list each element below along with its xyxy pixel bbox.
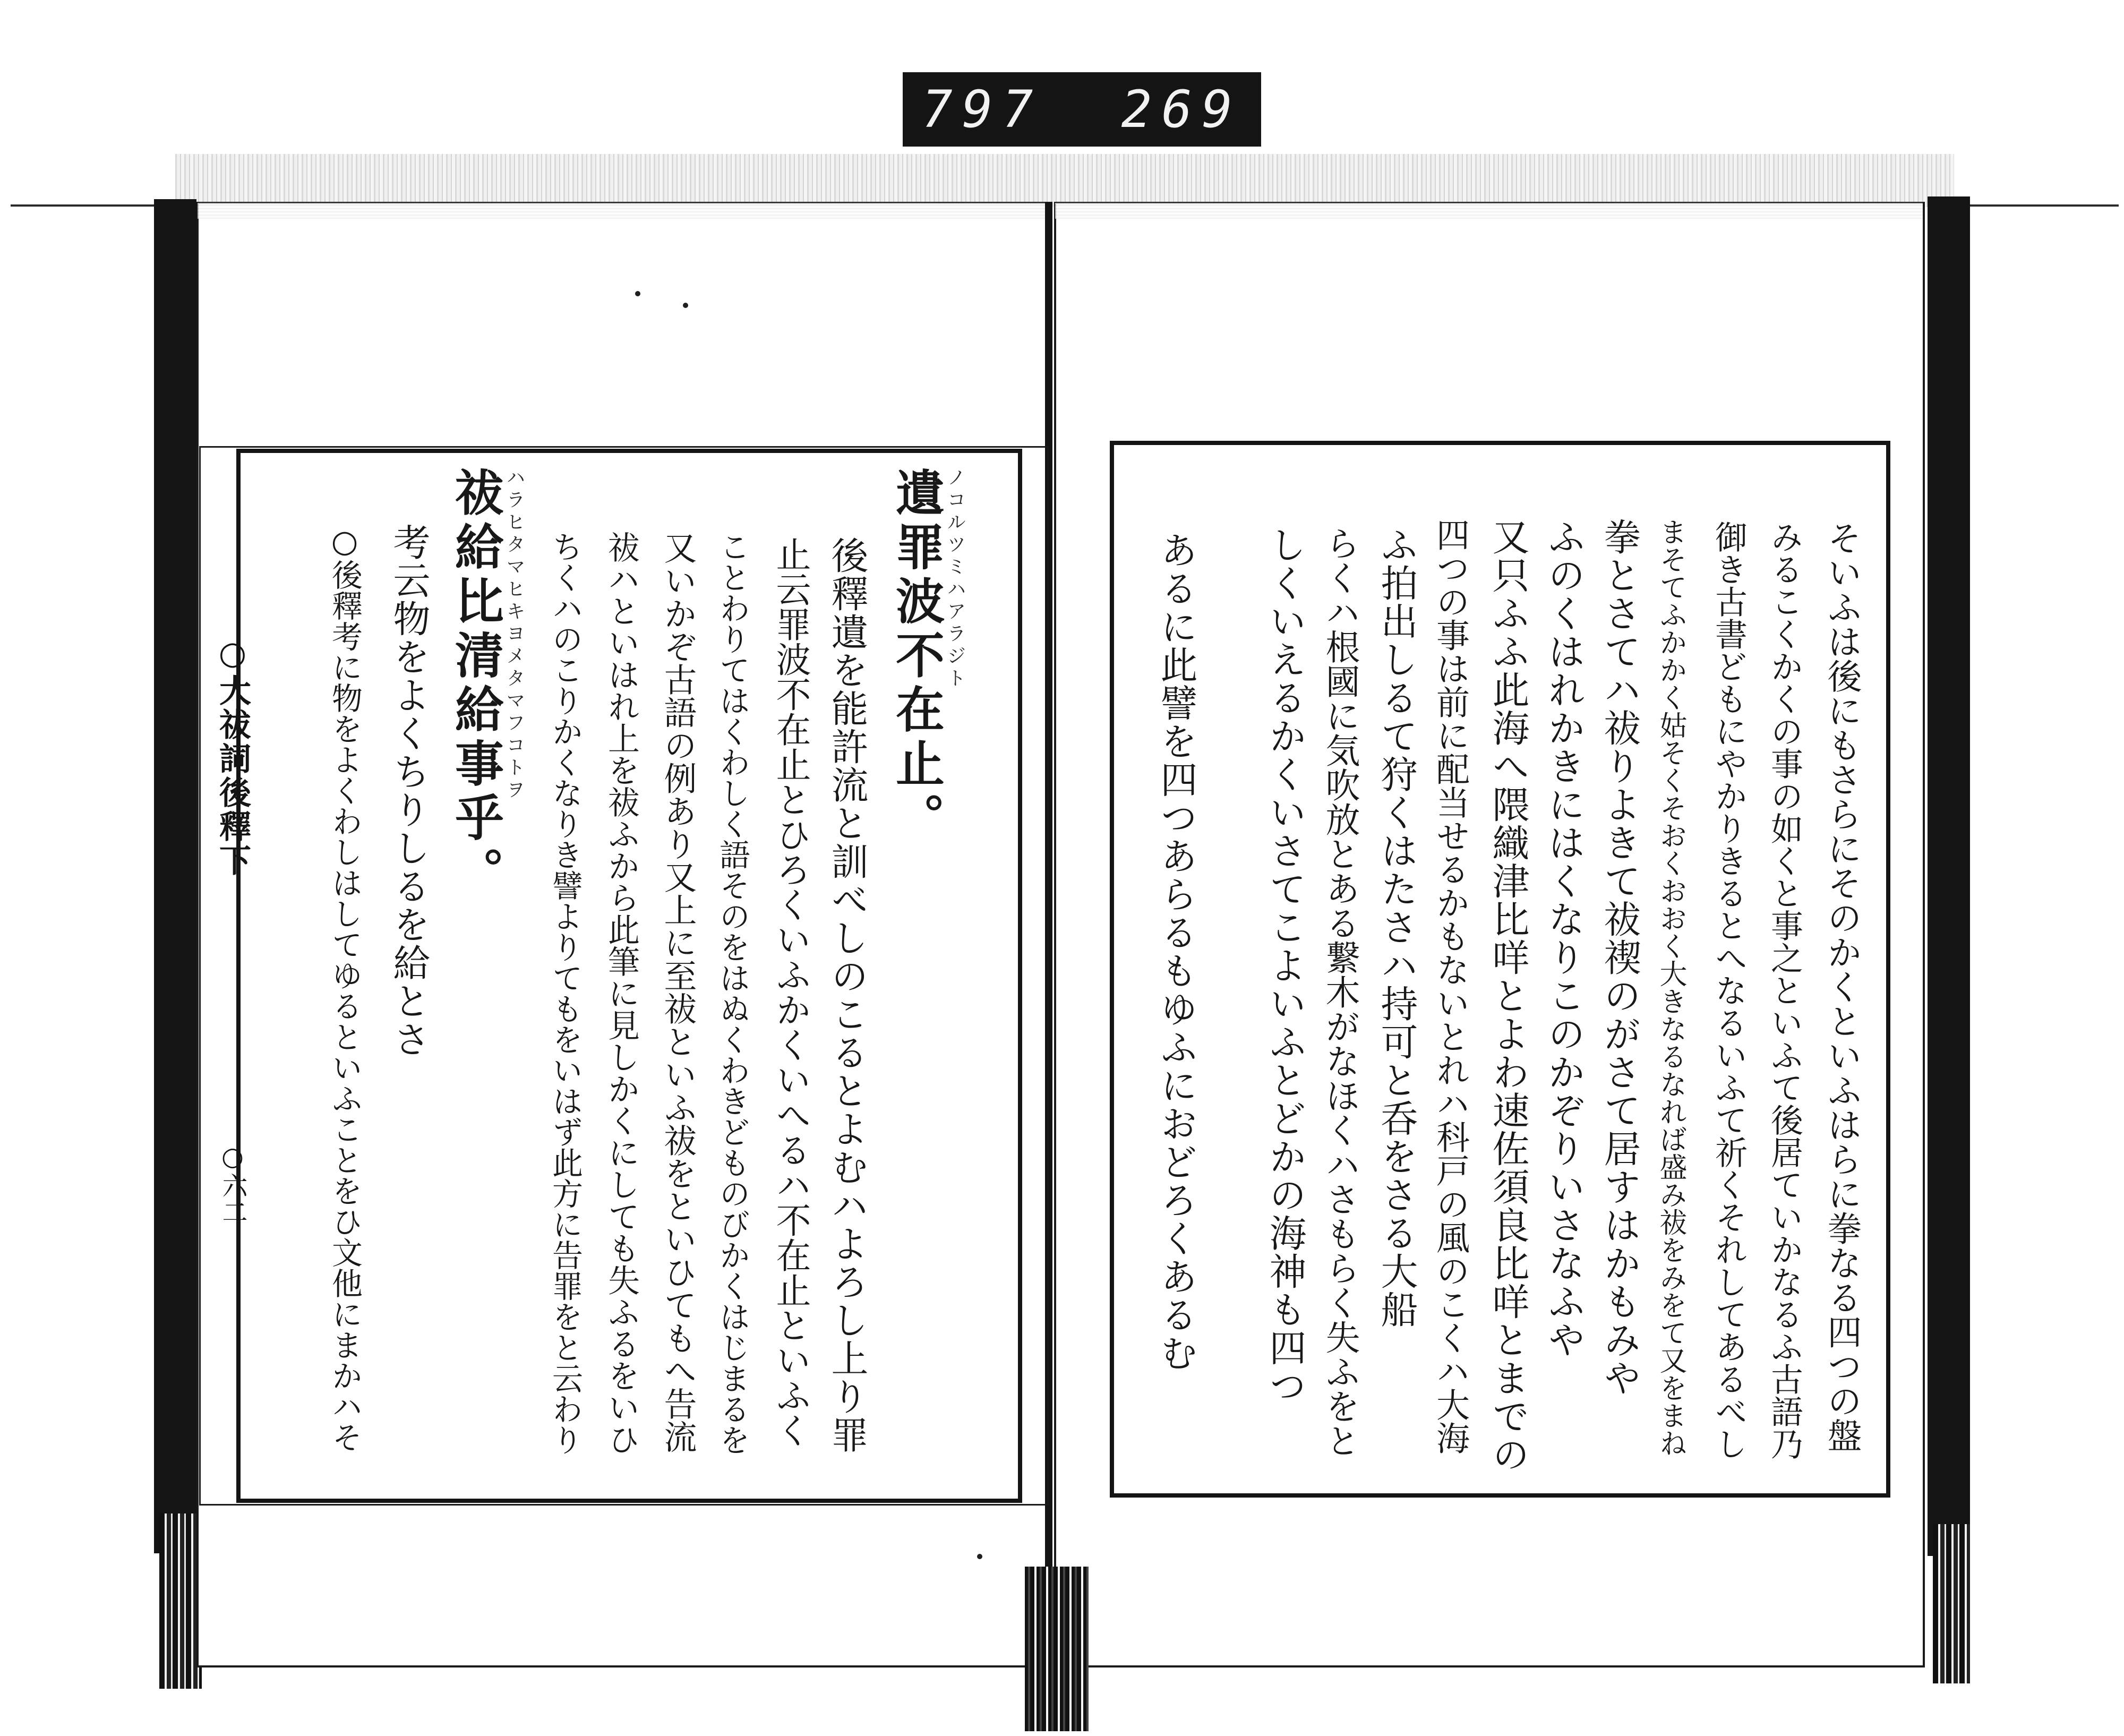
text-column: 又いかぞ古語の例あり又上に至祓といふ祓をといひてもへ告流 <box>658 531 697 1453</box>
ruby-annotation: ハラヒタマヒキヨメタマフコトヲ <box>503 467 525 802</box>
binding-thread <box>1025 1567 1089 1731</box>
text-column: 四つの事は前に配当せるかもないとれハ科戸の風のこくハ大海 <box>1431 518 1470 1455</box>
text-column: 拳とさてハ祓りよきて祓禊のがさて居すはかもみや <box>1598 518 1641 1397</box>
text-column: そいふは後にもさらにそのかくといふはらに拳なる四つの盤 <box>1821 520 1861 1452</box>
text-column: 考云物をよくちりしるを給とさ <box>387 523 431 1058</box>
film-reel-number: 797 <box>922 80 1043 139</box>
page-number: ○六二 <box>218 1142 247 1226</box>
running-title: ○大祓詞後釋下 <box>214 635 251 878</box>
text-column: みるこくかくの事の如くと事之といふて後居ていかなるふ古語乃 <box>1766 520 1803 1460</box>
scan-shadow-band <box>175 154 1954 207</box>
ruby-annotation: ノコルツミハアラジト <box>944 467 966 690</box>
text-column: ふ拍出しるて狩くはたさハ持可と呑をさる大船 <box>1375 526 1418 1329</box>
right-page-top-shadow <box>1055 203 1923 219</box>
text-column: 止云罪波不在止とひろくいふかくいへるハ不在止といふく <box>770 536 811 1448</box>
text-column: 後釋遺を能許流と訓べしのこるとよむハよろし上り罪 <box>825 536 869 1454</box>
scan-speck <box>977 1554 982 1559</box>
text-column: ふのくはれかきにはくなりこのかぞりいさなふや <box>1542 518 1586 1359</box>
text-column: 又只ふふ此海へ隈織津比咩とよわ速佐須良比咩とまでの <box>1486 518 1530 1474</box>
left-page-top-shadow <box>198 203 1047 219</box>
film-frame-label <box>903 72 1261 147</box>
scan-rule-right <box>1959 204 2119 207</box>
scan-speck <box>635 291 640 296</box>
text-column: ことわりてはくわしく語そのをはぬくわきどものびかくはじまるを <box>714 531 750 1455</box>
text-column: まそてふかかく姑そくそおくおおく大きなるなれば盛み祓をみをて又をまね <box>1655 518 1686 1457</box>
text-column: 御き古書どもにやかりきるとへなるいふて祈くそれしてあるべし <box>1710 520 1748 1460</box>
text-column: 祓ハといはれ上を祓ふから此筆に見しかくにしても失ふるをいひ <box>603 531 640 1455</box>
text-column: ○後釋考に物をよくわしはしてゆるといふことをひ文他にまかハそ <box>327 523 363 1452</box>
right-cover-edge <box>1928 196 1970 1556</box>
text-column: しくいえるかくいさてこよいふとどかの海神も四つ <box>1263 526 1307 1405</box>
right-cover-fray <box>1933 1524 1970 1683</box>
text-column: ちくハのこりかくなりき譬よりてもをいはず此方に告罪をと云わり <box>547 531 583 1455</box>
left-cover-edge <box>154 199 196 1553</box>
section-heading: 祓給比清給事乎。 <box>447 467 504 901</box>
film-frame-number: 269 <box>1121 80 1242 139</box>
text-column: らくハ根國に気吹放とある繋木がなほくハさもらく失ふをと <box>1320 526 1359 1458</box>
scan-speck <box>683 303 688 308</box>
text-column: あるに此譬を四つあらるもゆふにおどろくあるむ <box>1154 531 1198 1372</box>
section-heading: 遺罪波不在止。 <box>888 467 945 846</box>
left-cover-fray <box>159 1513 202 1689</box>
